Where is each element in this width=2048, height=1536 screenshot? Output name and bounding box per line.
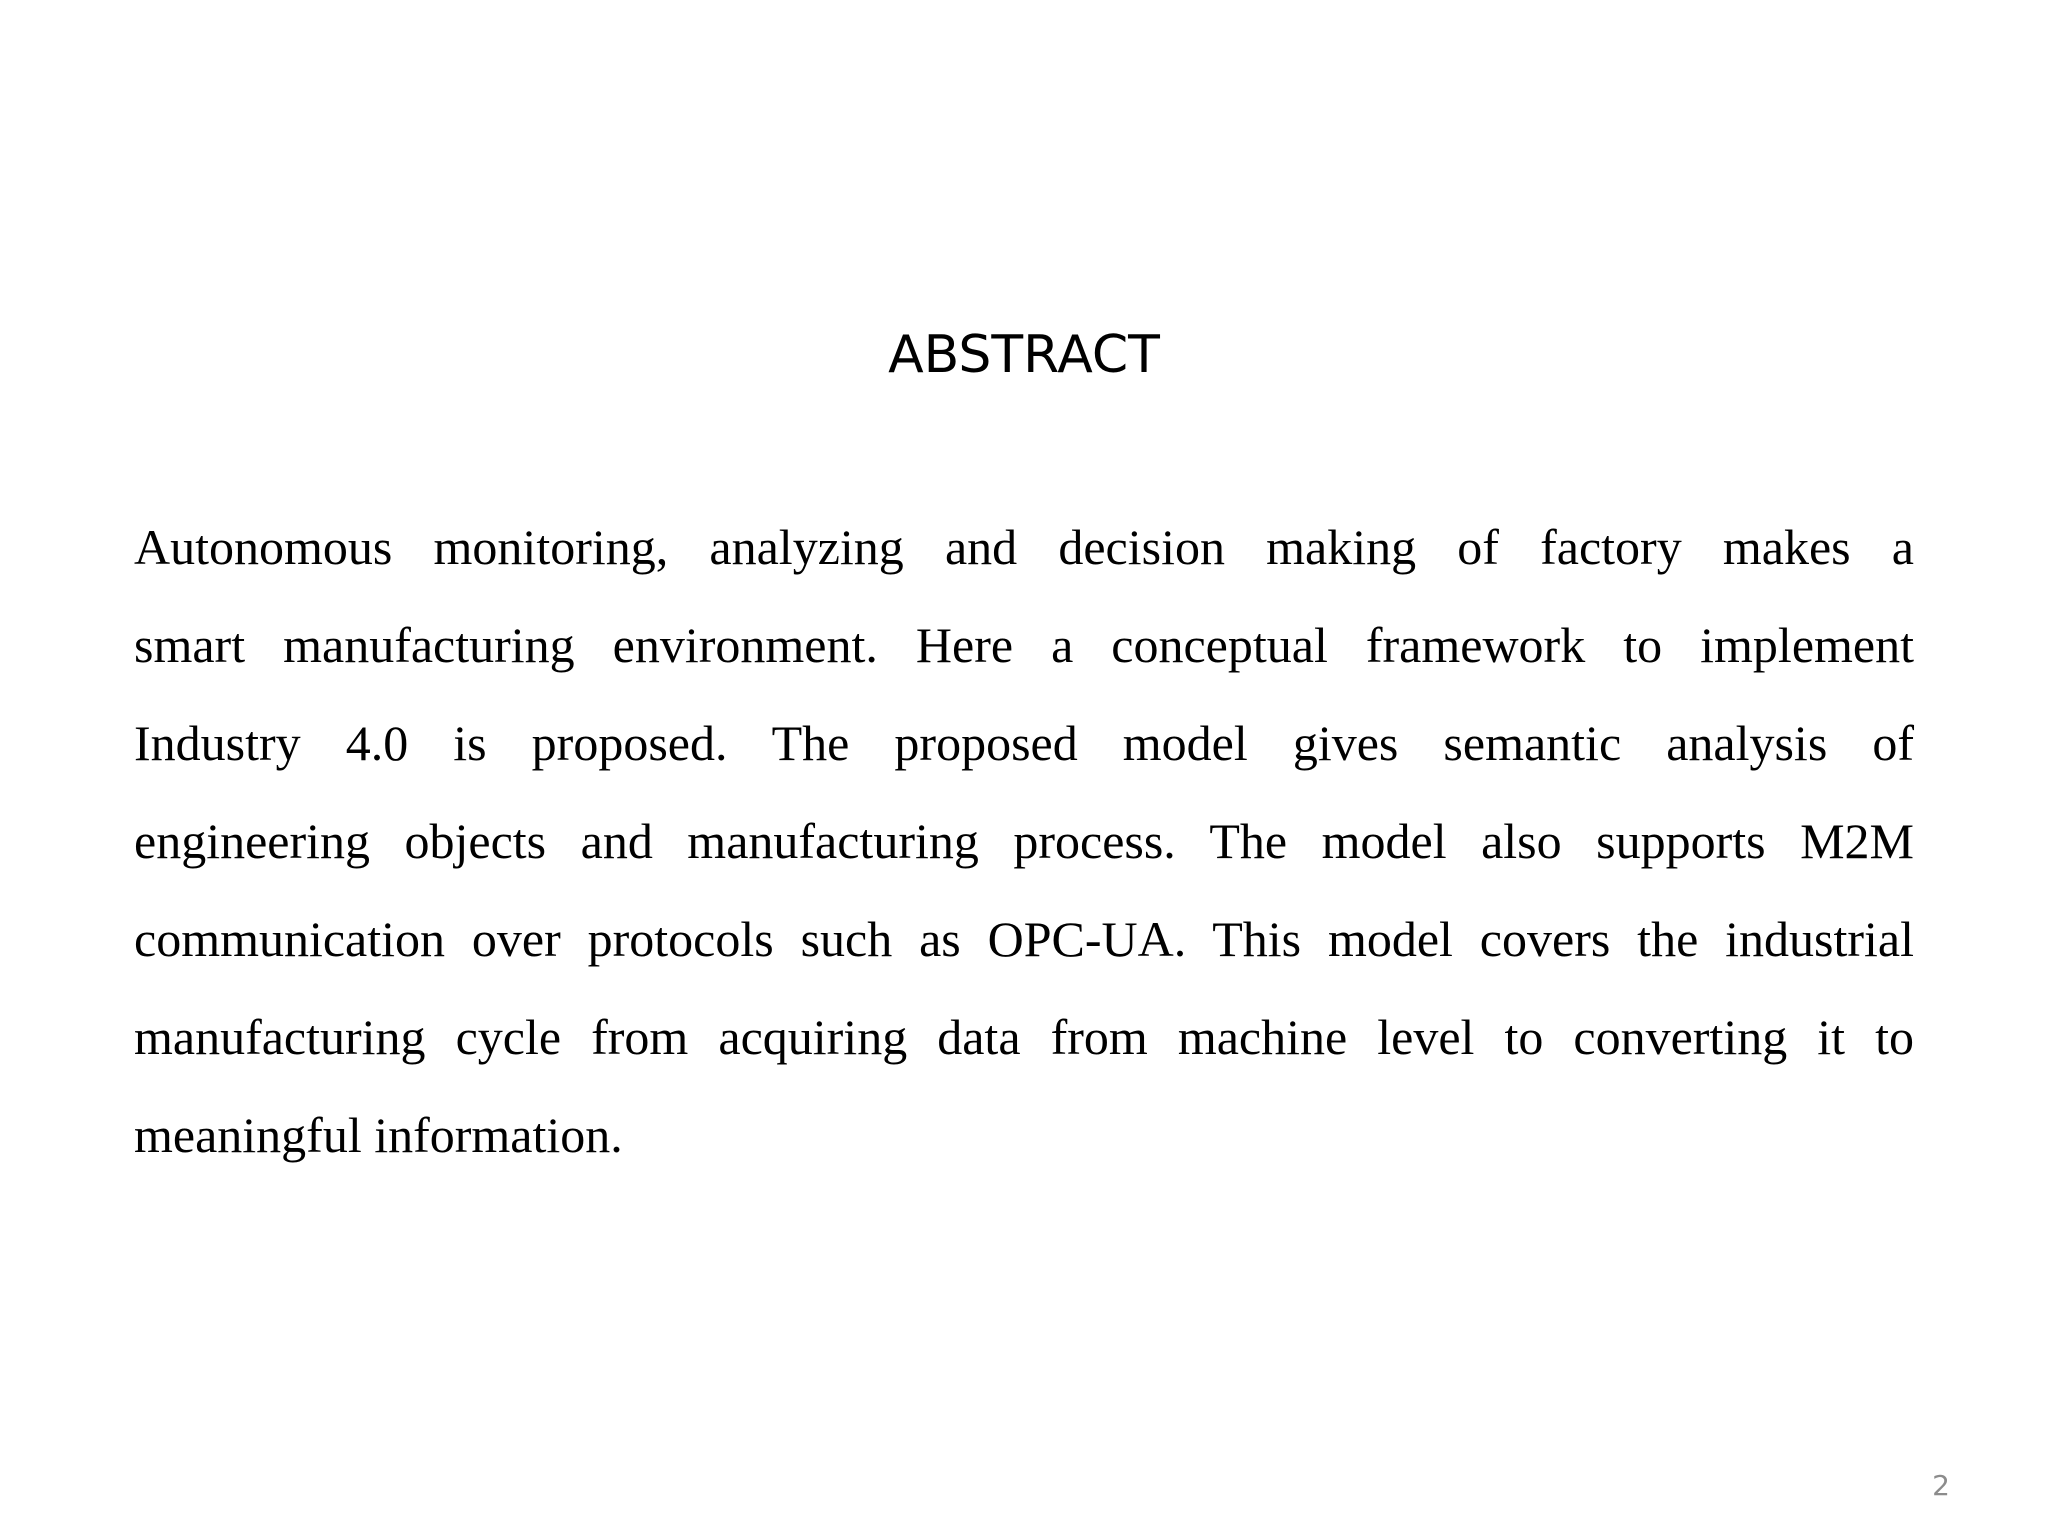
abstract-line: smart manufacturing environment. Here a conceptual framework to implement [134,617,1914,673]
abstract-line: engineering objects and manufacturing process. The model also supports M2M [134,813,1914,869]
abstract-body [134,498,1914,1184]
page-number: 2 [1932,1469,1950,1502]
abstract-line: Autonomous monitoring, analyzing and decision making of factory makes a [134,519,1914,575]
abstract-line: manufacturing cycle from acquiring data from machine level to converting it to [134,1009,1914,1065]
slide-title: ABSTRACT [888,325,1160,385]
abstract-line: communication over protocols such as OPC-UA. This model covers the industrial [134,911,1914,967]
abstract-line: meaningful information. [134,1107,623,1163]
abstract-line: Industry 4.0 is proposed. The proposed model gives semantic analysis of [134,715,1914,771]
